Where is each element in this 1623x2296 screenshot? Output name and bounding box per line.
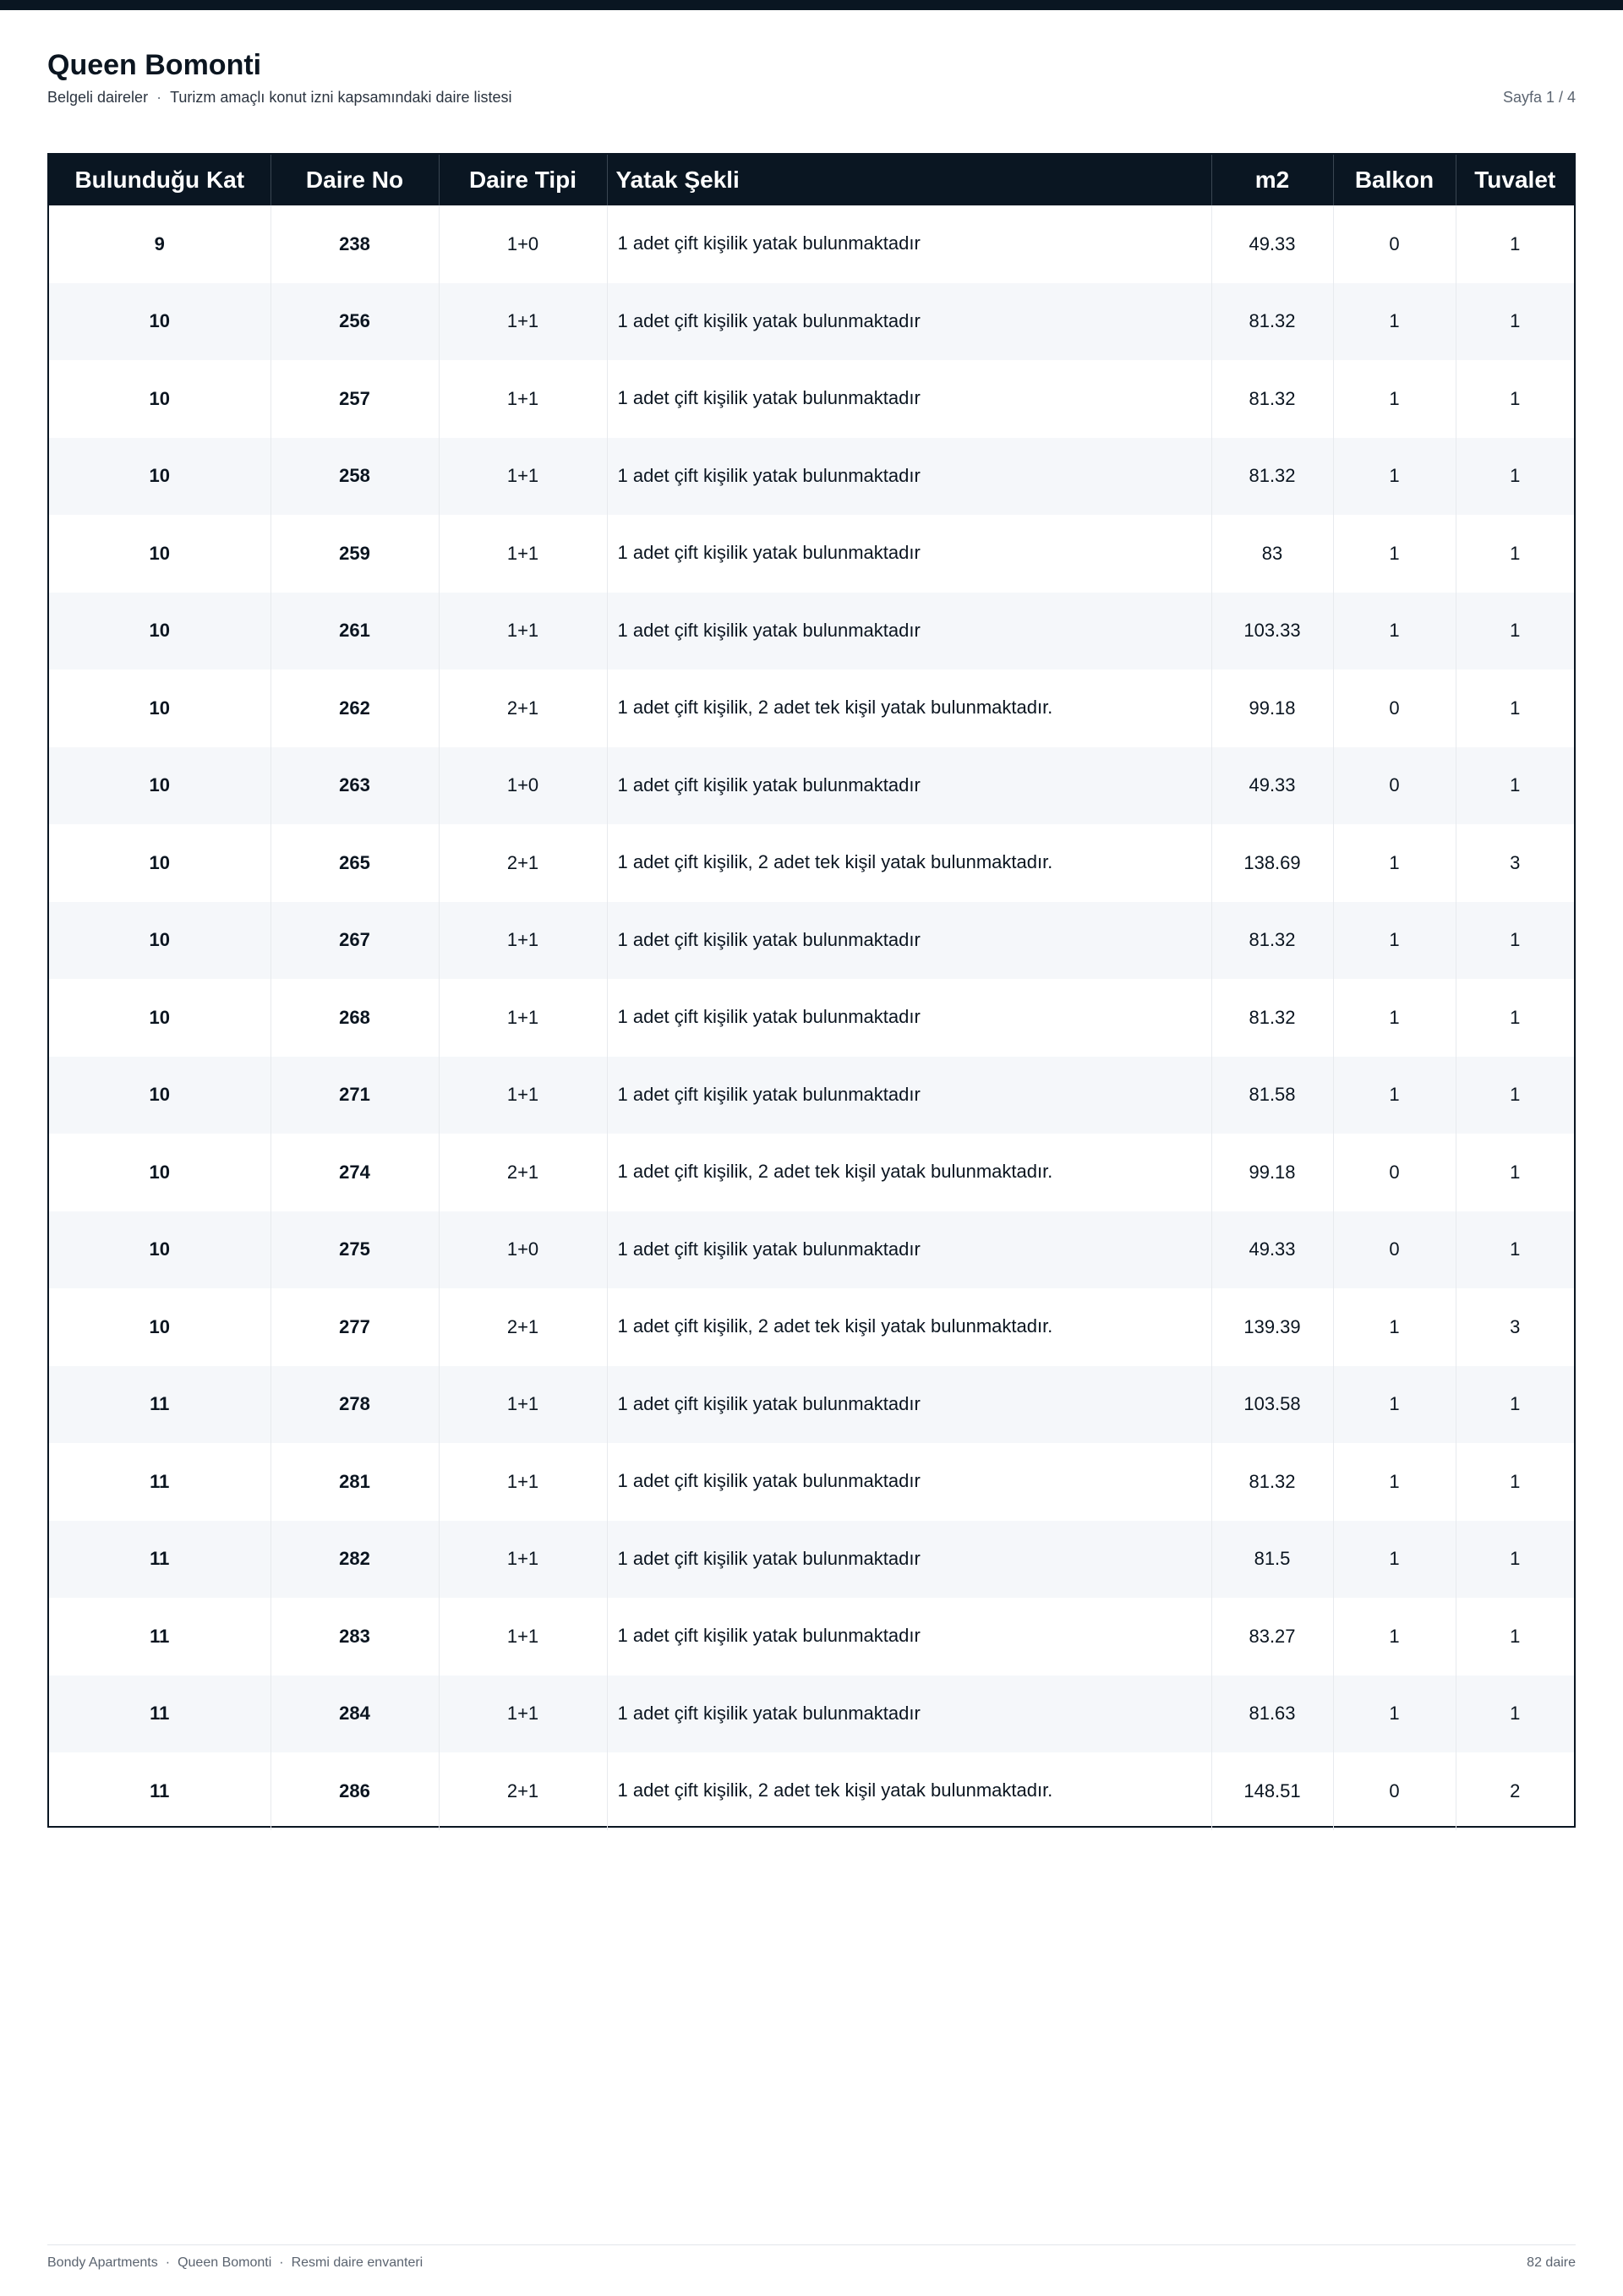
cell-balkon: 1: [1333, 1676, 1456, 1753]
cell-tuvalet: 1: [1456, 1211, 1574, 1289]
cell-daire-tipi: 1+1: [439, 1443, 607, 1521]
cell-balkon: 1: [1333, 824, 1456, 902]
cell-yatak-sekli: 1 adet çift kişilik yatak bulunmaktadır: [607, 360, 1211, 438]
cell-tuvalet: 1: [1456, 1366, 1574, 1444]
cell-m2: 81.32: [1211, 438, 1333, 516]
cell-yatak-sekli: 1 adet çift kişilik yatak bulunmaktadır: [607, 1057, 1211, 1134]
page-footer: [47, 2244, 1576, 2270]
table-row: [49, 902, 1574, 980]
table-row: [49, 283, 1574, 361]
cell-yatak-sekli: 1 adet çift kişilik, 2 adet tek kişil yatak bulunmaktadır.: [607, 1752, 1211, 1830]
cell-daire-no: 259: [270, 515, 439, 593]
table-row: [49, 1057, 1574, 1134]
page-indicator: Sayfa 1 / 4: [1502, 89, 1576, 106]
cell-tuvalet: 2: [1510, 1779, 1521, 1801]
cell-daire-no: 278: [270, 1366, 439, 1444]
cell-yatak-sekli: 1 adet çift kişilik yatak bulunmaktadır: [607, 1211, 1211, 1289]
footer-breadcrumb: [47, 2255, 423, 2271]
cell-tuvalet: 3: [1510, 851, 1521, 873]
cell-daire-no: 257: [270, 360, 439, 438]
table-row: [49, 747, 1574, 825]
cell-yatak-sekli: 1 adet çift kişilik yatak bulunmaktadır: [607, 747, 1211, 825]
cell-balkon: 1: [1333, 1598, 1456, 1676]
cell-kat: 11: [49, 1752, 270, 1830]
cell-daire-no: 267: [270, 902, 439, 980]
footer-separator: ·: [165, 2255, 171, 2270]
cell-m2: 81.32: [1211, 283, 1333, 361]
cell-daire-tipi: 1+1: [439, 1057, 607, 1134]
cell-balkon: 1: [1333, 902, 1456, 980]
cell-m2: 83: [1211, 515, 1333, 593]
cell-tuvalet: 1: [1510, 232, 1521, 254]
cell-daire-tipi: 1+1: [439, 902, 607, 980]
cell-tuvalet: 1: [1510, 1006, 1521, 1028]
cell-kat: 10: [49, 1288, 270, 1366]
cell-balkon: 1: [1333, 979, 1456, 1057]
table-row: [49, 824, 1574, 902]
cell-balkon: 0: [1333, 1752, 1456, 1830]
cell-daire-no: 238: [270, 205, 439, 283]
cell-yatak-sekli: 1 adet çift kişilik yatak bulunmaktadır: [607, 205, 1211, 283]
cell-tuvalet: 1: [1510, 387, 1521, 409]
subtitle-description: Turizm amaçlı konut izni kapsamındaki daire listesi: [170, 89, 512, 106]
cell-daire-tipi: 1+1: [439, 438, 607, 516]
page-subtitle: [47, 89, 512, 107]
cell-daire-no: 268: [270, 979, 439, 1057]
cell-balkon: 1: [1333, 360, 1456, 438]
cell-daire-no: 274: [270, 1134, 439, 1211]
table-row: [49, 670, 1574, 747]
cell-yatak-sekli: 1 adet çift kişilik yatak bulunmaktadır: [607, 902, 1211, 980]
table-row: [49, 1598, 1574, 1676]
cell-balkon: 1: [1333, 593, 1456, 670]
table-row: [49, 1211, 1574, 1289]
cell-m2: 49.33: [1211, 747, 1333, 825]
cell-tuvalet: 3: [1510, 1315, 1521, 1337]
cell-daire-tipi: 2+1: [439, 1134, 607, 1211]
cell-tuvalet: 1: [1510, 1625, 1521, 1647]
cell-kat: 10: [49, 1211, 270, 1289]
cell-tuvalet: 1: [1456, 1057, 1574, 1134]
cell-tuvalet: 1: [1510, 542, 1521, 564]
cell-yatak-sekli: 1 adet çift kişilik yatak bulunmaktadır: [607, 515, 1211, 593]
table-row: [49, 515, 1574, 593]
cell-balkon: 1: [1333, 283, 1456, 361]
cell-m2: 81.5: [1211, 1521, 1333, 1599]
cell-yatak-sekli: 1 adet çift kişilik, 2 adet tek kişil yatak bulunmaktadır.: [607, 670, 1211, 747]
cell-tuvalet: 1: [1510, 697, 1521, 719]
table-row: [49, 1676, 1574, 1753]
cell-yatak-sekli: 1 adet çift kişilik yatak bulunmaktadır: [607, 438, 1211, 516]
cell-m2: 83.27: [1211, 1598, 1333, 1676]
footer-apartment-count: 82 daire: [1527, 2255, 1576, 2270]
cell-balkon: 1: [1333, 1288, 1456, 1366]
cell-daire-tipi: 1+1: [439, 1598, 607, 1676]
cell-balkon: 1: [1333, 1521, 1456, 1599]
cell-kat: 10: [49, 670, 270, 747]
cell-daire-no: 284: [270, 1676, 439, 1753]
cell-balkon: 0: [1333, 670, 1456, 747]
apartment-table-container: [47, 153, 1576, 1828]
cell-kat: 11: [49, 1521, 270, 1599]
cell-yatak-sekli: 1 adet çift kişilik, 2 adet tek kişil yatak bulunmaktadır.: [607, 1134, 1211, 1211]
cell-balkon: 0: [1333, 1211, 1456, 1289]
cell-daire-tipi: 1+1: [439, 1676, 607, 1753]
table-row: [49, 1443, 1574, 1521]
column-header-daire-no: Daire No: [270, 155, 439, 205]
cell-yatak-sekli: 1 adet çift kişilik yatak bulunmaktadır: [607, 1366, 1211, 1444]
table-row: [49, 1366, 1574, 1444]
subtitle-category: Belgeli daireler: [47, 89, 149, 106]
table-row: [49, 979, 1574, 1057]
column-header-balkon: Balkon: [1333, 155, 1456, 205]
table-header: [49, 155, 1574, 205]
cell-daire-tipi: 1+1: [439, 360, 607, 438]
cell-yatak-sekli: 1 adet çift kişilik yatak bulunmaktadır: [607, 1521, 1211, 1599]
cell-balkon: 1: [1333, 1057, 1456, 1134]
cell-tuvalet: 1: [1456, 438, 1574, 516]
cell-yatak-sekli: 1 adet çift kişilik yatak bulunmaktadır: [607, 979, 1211, 1057]
cell-daire-tipi: 1+1: [439, 979, 607, 1057]
cell-tuvalet: 1: [1456, 1521, 1574, 1599]
cell-kat: 10: [49, 902, 270, 980]
cell-kat: 10: [49, 1057, 270, 1134]
cell-daire-no: 262: [270, 670, 439, 747]
cell-kat: 10: [49, 283, 270, 361]
footer-brand: Bondy Apartments: [47, 2255, 158, 2270]
cell-kat: 9: [49, 205, 270, 283]
cell-tuvalet: 1: [1510, 1470, 1521, 1492]
cell-daire-tipi: 1+1: [439, 1366, 607, 1444]
cell-kat: 10: [49, 1134, 270, 1211]
cell-yatak-sekli: 1 adet çift kişilik yatak bulunmaktadır: [607, 1676, 1211, 1753]
cell-daire-tipi: 2+1: [439, 824, 607, 902]
cell-yatak-sekli: 1 adet çift kişilik yatak bulunmaktadır: [607, 283, 1211, 361]
column-header-kat: Bulunduğu Kat: [49, 155, 270, 205]
cell-daire-no: 258: [270, 438, 439, 516]
cell-daire-no: 265: [270, 824, 439, 902]
table-row: [49, 205, 1574, 283]
cell-m2: 138.69: [1211, 824, 1333, 902]
page-title: Queen Bomonti: [47, 49, 262, 81]
cell-tuvalet: 1: [1456, 902, 1574, 980]
cell-tuvalet: 1: [1456, 1676, 1574, 1753]
cell-daire-tipi: 1+1: [439, 1521, 607, 1599]
cell-daire-tipi: 1+1: [439, 515, 607, 593]
cell-balkon: 0: [1333, 205, 1456, 283]
cell-balkon: 1: [1333, 515, 1456, 593]
cell-yatak-sekli: 1 adet çift kişilik yatak bulunmaktadır: [607, 1598, 1211, 1676]
cell-kat: 10: [49, 824, 270, 902]
cell-m2: 99.18: [1211, 1134, 1333, 1211]
footer-project: Queen Bomonti: [178, 2255, 272, 2270]
cell-kat: 10: [49, 438, 270, 516]
cell-m2: 81.32: [1211, 360, 1333, 438]
cell-kat: 10: [49, 747, 270, 825]
cell-kat: 10: [49, 979, 270, 1057]
cell-daire-tipi: 2+1: [439, 670, 607, 747]
column-header-m2: m2: [1211, 155, 1333, 205]
table-row: [49, 1134, 1574, 1211]
table-row: [49, 593, 1574, 670]
cell-m2: 49.33: [1211, 1211, 1333, 1289]
top-accent-bar: [0, 0, 1623, 10]
table-row: [49, 1288, 1574, 1366]
cell-kat: 10: [49, 515, 270, 593]
cell-daire-no: 277: [270, 1288, 439, 1366]
cell-tuvalet: 1: [1510, 1161, 1521, 1183]
cell-daire-no: 263: [270, 747, 439, 825]
cell-m2: 81.58: [1211, 1057, 1333, 1134]
cell-balkon: 0: [1333, 1134, 1456, 1211]
cell-balkon: 1: [1333, 1443, 1456, 1521]
cell-m2: 99.18: [1211, 670, 1333, 747]
cell-daire-no: 281: [270, 1443, 439, 1521]
cell-m2: 103.33: [1211, 593, 1333, 670]
column-header-daire-tipi: Daire Tipi: [439, 155, 607, 205]
column-header-tuvalet: Tuvalet: [1456, 155, 1574, 205]
cell-m2: 148.51: [1211, 1752, 1333, 1830]
cell-m2: 81.32: [1211, 1443, 1333, 1521]
cell-kat: 10: [49, 593, 270, 670]
cell-daire-no: 286: [270, 1752, 439, 1830]
cell-m2: 139.39: [1211, 1288, 1333, 1366]
cell-m2: 81.32: [1211, 979, 1333, 1057]
cell-kat: 10: [49, 360, 270, 438]
cell-kat: 11: [49, 1443, 270, 1521]
table-body: [49, 205, 1574, 1830]
cell-tuvalet: 1: [1456, 283, 1574, 361]
cell-daire-no: 282: [270, 1521, 439, 1599]
cell-daire-no: 275: [270, 1211, 439, 1289]
table-row: [49, 438, 1574, 516]
column-header-yatak-sekli: Yatak Şekli: [607, 155, 1211, 205]
cell-daire-no: 261: [270, 593, 439, 670]
cell-m2: 49.33: [1211, 205, 1333, 283]
cell-m2: 81.32: [1211, 902, 1333, 980]
footer-separator: ·: [279, 2255, 284, 2270]
table-row: [49, 1752, 1574, 1830]
cell-daire-no: 283: [270, 1598, 439, 1676]
cell-kat: 11: [49, 1676, 270, 1753]
cell-yatak-sekli: 1 adet çift kişilik, 2 adet tek kişil yatak bulunmaktadır.: [607, 1288, 1211, 1366]
cell-balkon: 1: [1333, 438, 1456, 516]
cell-daire-tipi: 1+0: [439, 1211, 607, 1289]
cell-m2: 81.63: [1211, 1676, 1333, 1753]
cell-balkon: 0: [1333, 747, 1456, 825]
cell-yatak-sekli: 1 adet çift kişilik, 2 adet tek kişil yatak bulunmaktadır.: [607, 824, 1211, 902]
table-row: [49, 360, 1574, 438]
apartment-table: [49, 155, 1574, 1830]
cell-daire-tipi: 2+1: [439, 1752, 607, 1830]
table-row: [49, 1521, 1574, 1599]
cell-daire-tipi: 1+0: [439, 747, 607, 825]
cell-daire-tipi: 2+1: [439, 1288, 607, 1366]
cell-daire-tipi: 1+1: [439, 593, 607, 670]
cell-yatak-sekli: 1 adet çift kişilik yatak bulunmaktadır: [607, 593, 1211, 670]
cell-kat: 11: [49, 1366, 270, 1444]
cell-tuvalet: 1: [1456, 747, 1574, 825]
cell-daire-no: 256: [270, 283, 439, 361]
cell-daire-no: 271: [270, 1057, 439, 1134]
page-header: [47, 49, 1576, 117]
cell-tuvalet: 1: [1456, 593, 1574, 670]
header-row: [49, 155, 1574, 205]
cell-m2: 103.58: [1211, 1366, 1333, 1444]
subtitle-separator: ·: [156, 89, 162, 106]
cell-kat: 11: [49, 1598, 270, 1676]
cell-daire-tipi: 1+0: [439, 205, 607, 283]
footer-document-type: Resmi daire envanteri: [291, 2255, 424, 2270]
cell-daire-tipi: 1+1: [439, 283, 607, 361]
cell-yatak-sekli: 1 adet çift kişilik yatak bulunmaktadır: [607, 1443, 1211, 1521]
cell-balkon: 1: [1333, 1366, 1456, 1444]
